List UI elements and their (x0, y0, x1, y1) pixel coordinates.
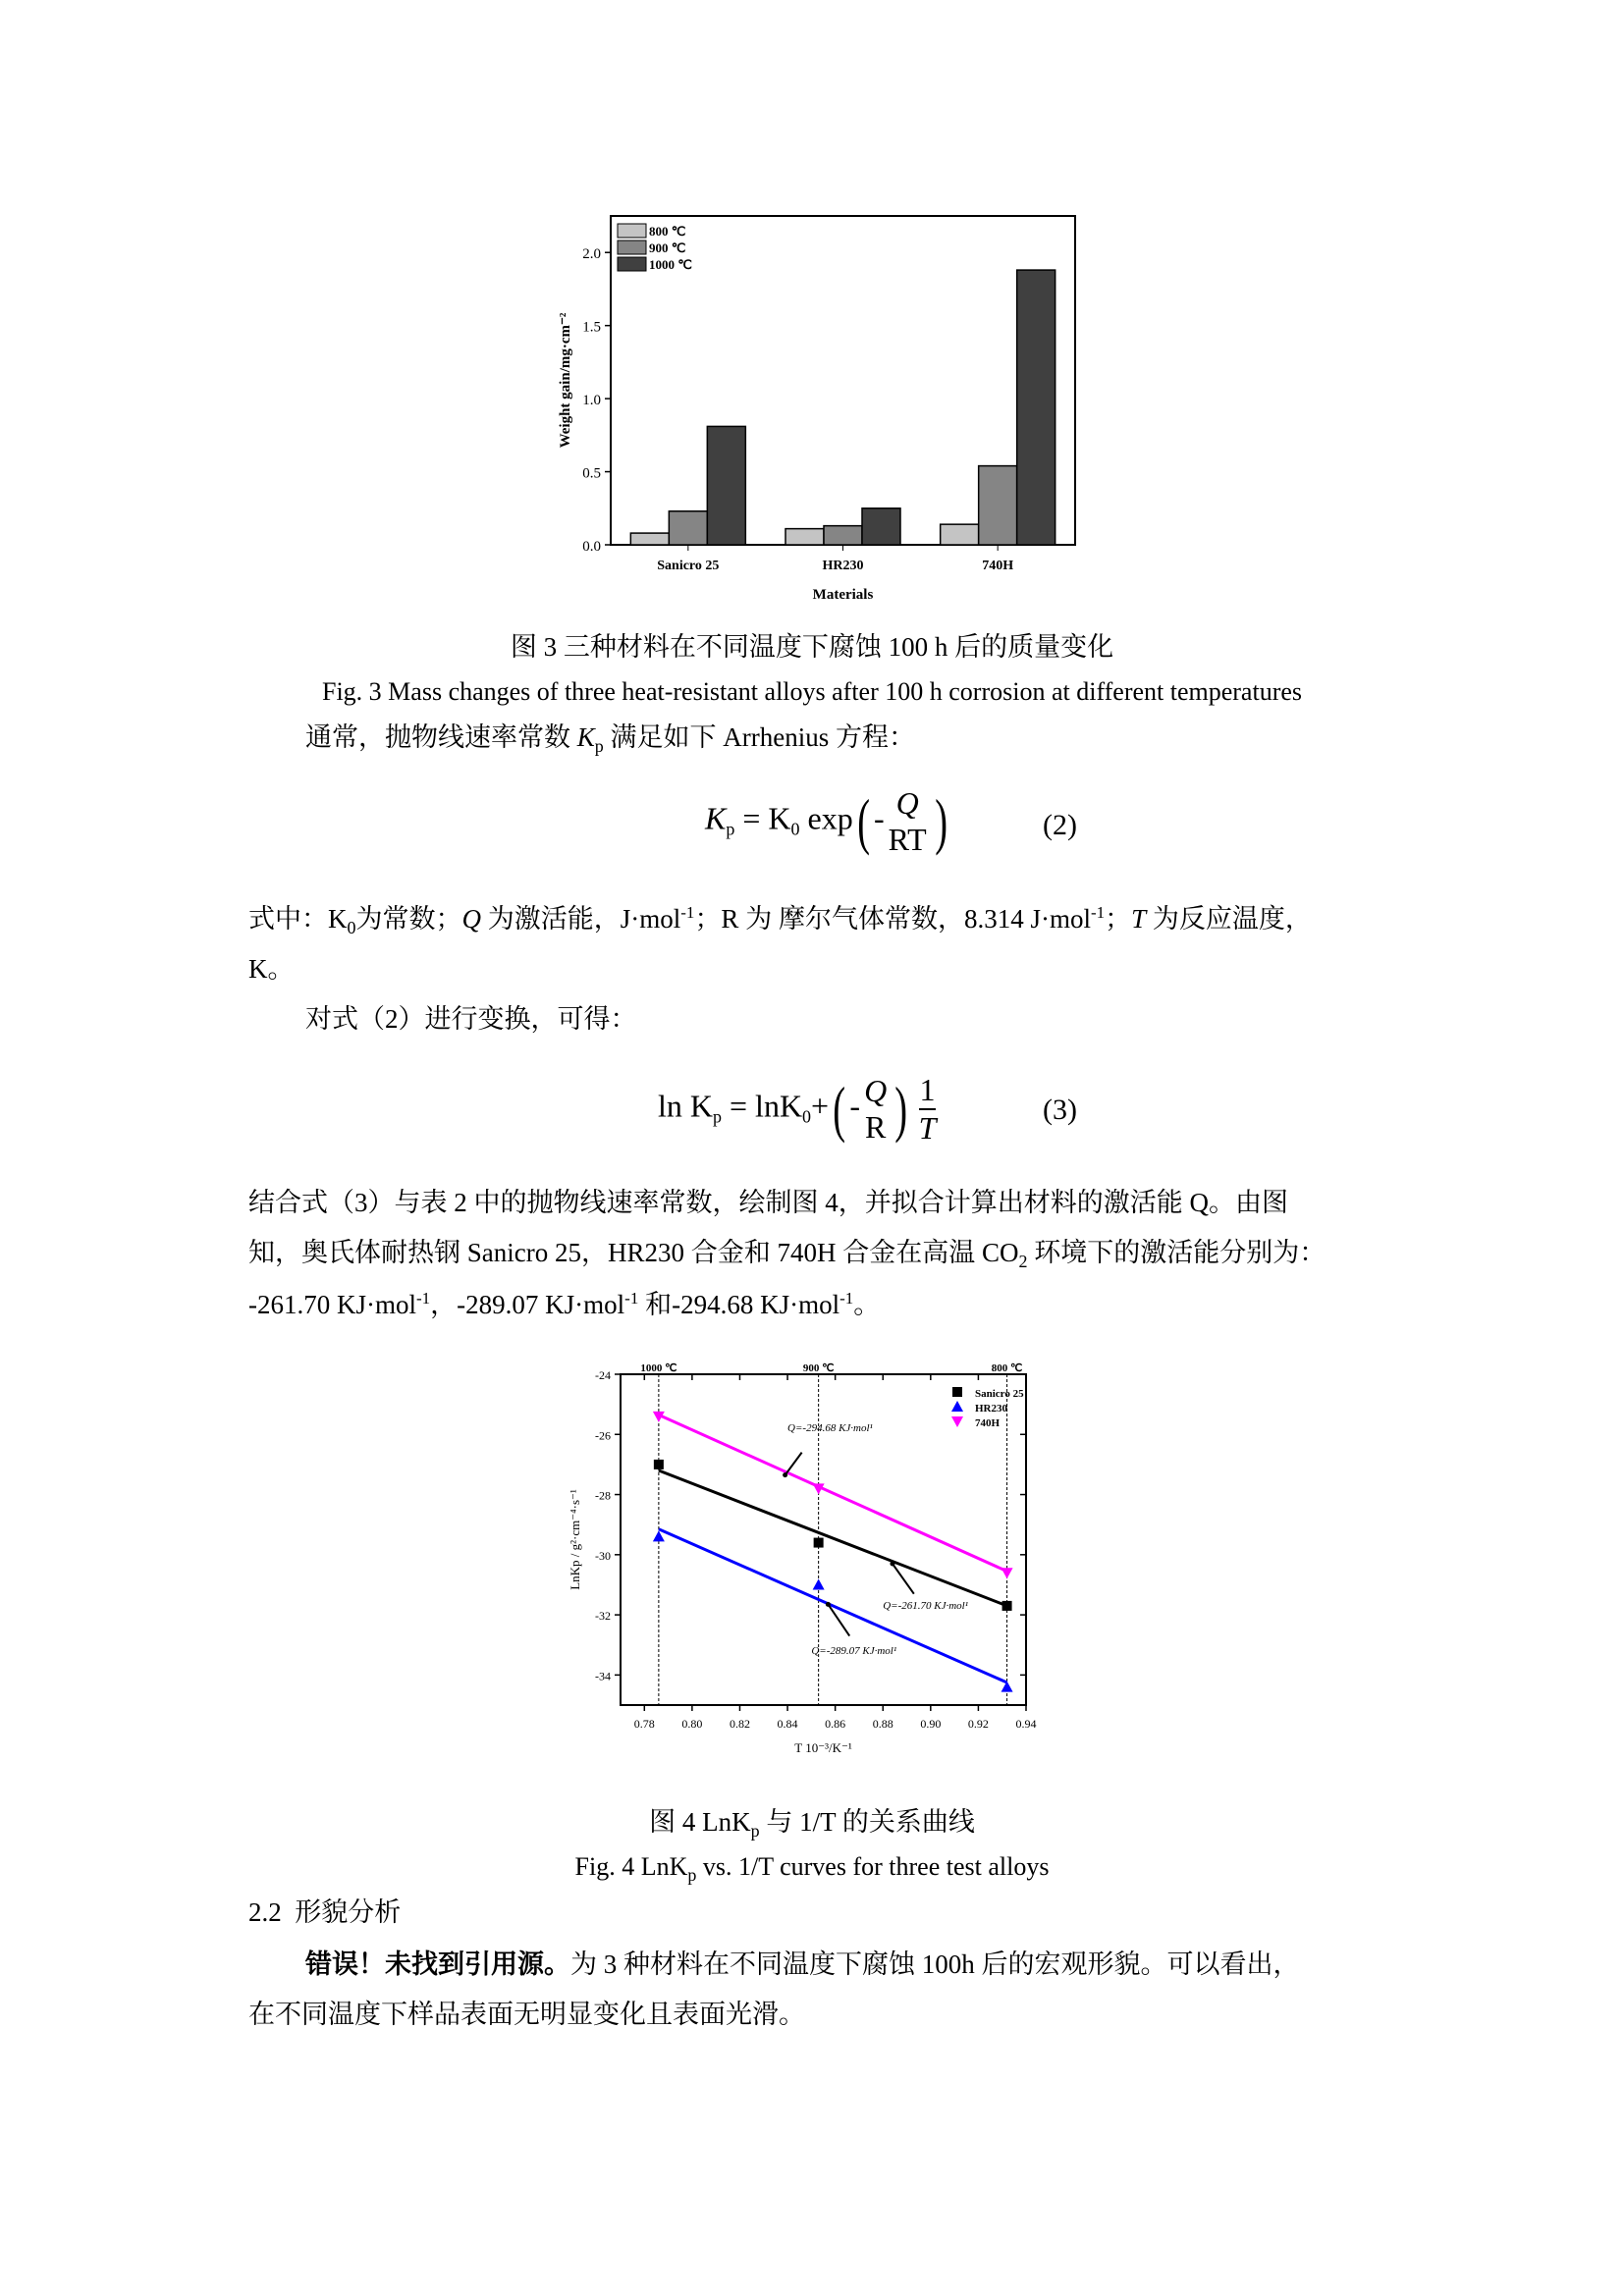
fig3-caption-en: Fig. 3 Mass changes of three heat-resistant alloys after 100 h corrosion at different temperatures (321, 677, 1303, 706)
fig4-caption-cn: 图 4 LnK$_p$ 与 1/T 的关系曲线 (649, 1807, 975, 1841)
y-tick-label: 0.5 (582, 465, 601, 482)
paragraph-result-line2: 知，奥氏体耐热钢 Sanicro 25，HR230 合金和 740H 合金在高温 $CO_2$ 环境下的激活能分别为： (248, 1238, 1326, 1271)
x-tick-label: 0.90 (920, 1717, 942, 1731)
legend-swatch (618, 240, 646, 254)
y-axis-label: Weight gain/mg·cm⁻² (558, 312, 573, 449)
temperature-label: 1000 ℃ (640, 1362, 677, 1374)
lnkp-vs-inverse-t-chart (560, 1360, 1051, 1791)
paragraph-morphology-line1: 错误！未找到引用源。为 3 种材料在不同温度下腐蚀 100h 后的宏观形貌。可以看出， (305, 1949, 1300, 1979)
paragraph-where-line2: K。 (248, 954, 295, 984)
legend-label: 900 ℃ (649, 240, 686, 255)
y-tick-label: 2.0 (582, 246, 601, 263)
equation-2: $K_p = K_0$ exp( - Q RT ) (705, 785, 947, 857)
y-tick-label: -30 (595, 1548, 611, 1563)
data-point-Sanicro25 (654, 1460, 664, 1469)
data-point-Sanicro25 (1002, 1601, 1012, 1611)
paragraph-where: 式中：$K_0$为常数；Q 为激活能，J·mol$^{-1}$；R 为 摩尔气体常数，8.314 J·mol$^{-1}$；T 为反应温度， (248, 903, 1312, 937)
x-tick-label: 0.84 (777, 1717, 798, 1731)
data-point-Sanicro25 (814, 1538, 824, 1548)
x-tick-label: 0.86 (825, 1717, 846, 1731)
bar-800-1 (785, 529, 824, 545)
bar-800-2 (941, 524, 979, 545)
legend-marker (951, 1401, 963, 1412)
paragraph-arrhenius-intro: 通常，抛物线速率常数 $K_p$ 满足如下 Arrhenius 方程： (305, 722, 915, 756)
bar-900-0 (669, 511, 707, 545)
legend-swatch (618, 224, 646, 238)
y-tick-label: -24 (595, 1368, 611, 1382)
data-point-HR230 (813, 1578, 825, 1589)
temperature-label: 800 ℃ (991, 1362, 1023, 1374)
y-tick-label: -32 (595, 1609, 611, 1624)
legend-label: HR230 (975, 1403, 1007, 1415)
fit-line-740H (659, 1415, 1007, 1571)
paragraph-result-line1: 结合式（3）与表 2 中的抛物线速率常数，绘制图 4，并拟合计算出材料的激活能 Q。由图 (248, 1188, 1288, 1217)
equation-2-number: (2) (1043, 809, 1077, 841)
legend-label: 1000 ℃ (649, 257, 692, 272)
y-tick-label: 0.0 (582, 539, 601, 555)
broken-reference[interactable]: 错误！未找到引用源。 (305, 1949, 570, 1979)
activation-energy-label: Q=-294.68 KJ·mol¹ (787, 1422, 873, 1435)
activation-energy-label: Q=-261.70 KJ·mol¹ (883, 1599, 969, 1612)
annotation-arrow (785, 1453, 802, 1475)
fig4-caption-en: Fig. 4 LnK$_p$ vs. 1/T curves for three test alloys (574, 1852, 1050, 1885)
section-heading: 2.2 形貌分析 (248, 1897, 402, 1927)
bar-800-0 (630, 533, 669, 545)
bar-chart-weight-gain (550, 206, 1100, 618)
data-point-HR230 (1001, 1682, 1013, 1692)
data-point-740H (1001, 1568, 1013, 1578)
legend-marker (952, 1387, 962, 1397)
bar-1000-0 (707, 426, 745, 545)
equation-3-number: (3) (1043, 1094, 1077, 1126)
arrow-head (890, 1562, 894, 1567)
legend-label: 740H (975, 1417, 1001, 1429)
equation-3: $\ln K_p = \ln K_0+$( - Q R ) $\frac{1}{T}$ (658, 1072, 937, 1146)
legend-label: 800 ℃ (649, 224, 686, 239)
x-tick-label: 0.88 (872, 1717, 893, 1731)
bar-1000-2 (1017, 270, 1056, 545)
y-tick-label: 1.0 (582, 393, 601, 409)
paragraph-result-line3: -261.70 KJ·mol$^{-1}$，-289.07 KJ·mol$^{-1}$ 和-294.68 KJ·mol$^{-1}$。 (248, 1289, 881, 1319)
fit-line-Sanicro25 (659, 1470, 1007, 1606)
y-tick-label: -34 (595, 1669, 611, 1683)
paragraph-morphology-line2: 在不同温度下样品表面无明显变化且表面光滑。 (248, 2000, 805, 2029)
x-tick-label: 0.92 (967, 1717, 989, 1731)
y-axis-label: LnKp / g²·cm⁻⁴·s⁻¹ (568, 1489, 582, 1590)
x-axis-label: T 10⁻³/K⁻¹ (794, 1740, 852, 1755)
legend-swatch (618, 257, 646, 271)
legend-label: Sanicro 25 (975, 1388, 1024, 1400)
x-tick-label: 0.82 (729, 1717, 750, 1731)
x-tick-label: 740H (982, 559, 1014, 573)
y-tick-label: -26 (595, 1428, 611, 1443)
y-tick-label: -28 (595, 1488, 611, 1503)
bar-900-1 (824, 526, 862, 545)
fig3-caption-cn: 图 3 三种材料在不同温度下腐蚀 100 h 后的质量变化 (510, 632, 1114, 662)
x-tick-label: 0.80 (681, 1717, 703, 1731)
temperature-label: 900 ℃ (802, 1362, 835, 1374)
x-axis-label: Materials (812, 587, 874, 603)
x-tick-label: 0.94 (1015, 1717, 1037, 1731)
activation-energy-label: Q=-289.07 KJ·mol¹ (811, 1644, 897, 1657)
paragraph-transform: 对式（2）进行变换，可得： (305, 1004, 637, 1034)
legend-marker (951, 1416, 963, 1427)
y-tick-label: 1.5 (582, 319, 601, 336)
x-tick-label: Sanicro 25 (657, 559, 720, 573)
bar-900-2 (979, 466, 1017, 545)
bar-1000-1 (862, 508, 900, 545)
arrow-head (826, 1602, 831, 1607)
x-tick-label: HR230 (822, 559, 864, 573)
arrow-head (783, 1472, 787, 1477)
x-tick-label: 0.78 (633, 1717, 655, 1731)
